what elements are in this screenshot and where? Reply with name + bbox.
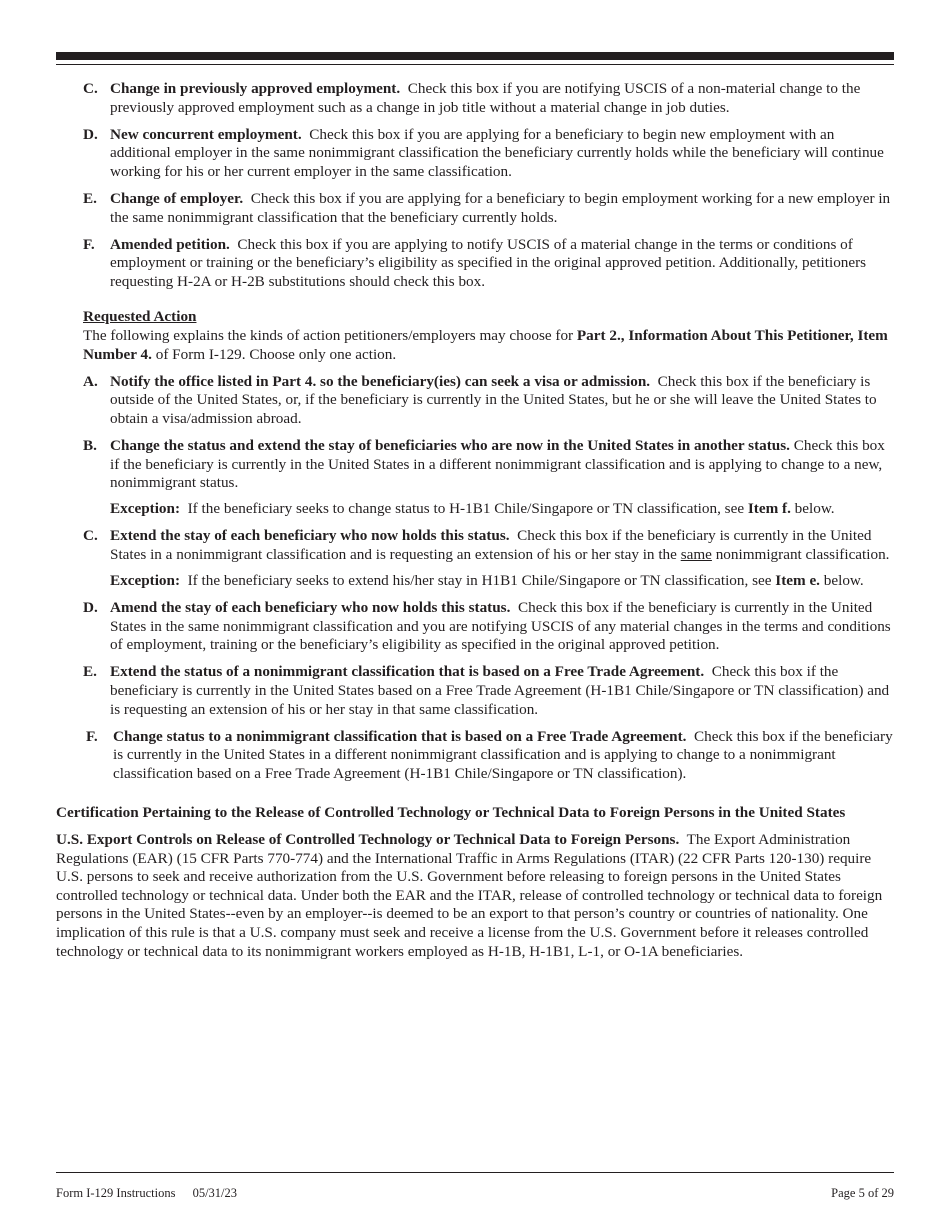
item-tail: nonimmigrant classification. <box>715 545 890 563</box>
item-text: Check this box if the beneficiary is currently in the United States in a different nonimmigrant classification and is applying to change to a nonimmigrant classification based on a Free Trade Agreement (H-1B1 Chile/Singapore or TN classification). <box>113 727 893 782</box>
export-title: U.S. Export Controls on Release of Controlled Technology or Technical Data to Foreign Persons. <box>56 831 680 849</box>
item-text: Check this box if you are applying for a beneficiary to begin new employment with an additional employer in the same nonimmigrant classification the beneficiary currently holds while the beneficiary will continue working for his or her current employer in the same classification. <box>110 125 884 180</box>
item-letter: D. <box>83 125 98 143</box>
item-title: New concurrent employment. <box>110 125 302 143</box>
header-thick-rule <box>56 52 894 60</box>
item-text: Check this box if you are notifying USCIS of a non-material change to the previously approved employment such as a change in job title without a material change in job duties. <box>110 80 861 116</box>
header-thin-rule <box>56 64 894 65</box>
petition-type-f <box>56 236 894 292</box>
action-d <box>56 599 894 655</box>
page-content <box>56 80 894 961</box>
action-e <box>56 663 894 719</box>
action-b <box>56 437 894 493</box>
item-text: Check this box if the beneficiary is currently in the United States based on a Free Trade Agreement (H-1B1 Chile/Singapore or TN classification) and is requesting an extension of his or her stay in that same classification. <box>110 663 890 718</box>
petition-type-c <box>56 80 894 117</box>
item-letter: B. <box>83 437 97 454</box>
item-title: Amended petition. <box>110 235 230 253</box>
item-letter: E. <box>83 189 97 207</box>
item-letter: C. <box>83 527 98 545</box>
action-a <box>56 373 894 429</box>
footer-edition-date: 05/31/23 <box>192 1186 238 1200</box>
item-letter: F. <box>86 727 98 745</box>
requested-action-intro: The following explains the kinds of action petitioners/employers may choose for Part 2., Information About This Petitioner, Item Number 4. of Form I-129. Choose only one action. <box>83 327 888 363</box>
footer-page-number: Page 5 of 29 <box>831 1186 894 1200</box>
requested-action-heading: Requested Action <box>83 308 197 326</box>
certification-title: Certification Pertaining to the Release of Controlled Technology or Technical Data to Foreign Persons in the United States <box>56 803 846 821</box>
action-f <box>56 728 894 784</box>
item-underlined: same <box>680 545 712 563</box>
item-title: Change in previously approved employment. <box>110 80 401 97</box>
item-title: Amend the stay of each beneficiary who now holds this status. <box>110 599 511 617</box>
petition-type-d <box>56 126 894 182</box>
item-text: Check this box if the beneficiary is outside of the United States, or, if the beneficiary is currently in the United States, but he or she will leave the United States to obtain a visa/admission abroad. <box>110 372 877 427</box>
export-text: The Export Administration Regulations (EAR) (15 CFR Parts 770-774) and the International Traffic in Arms Regulations (ITAR) (22 CFR Parts 120-130) require U.S. persons to seek and receive authorization from the U.S. Government before releasing to foreign persons in the United States controlled technology or technical data. Under both the EAR and the ITAR, release of controlled technology or technical data to foreign persons in the United States--even by an employer--is deemed to be an export to that person’s country or countries of nationality. One implication of this rule is that a U.S. company must seek and receive a license from the U.S. Government before it releases controlled technology or technical data to its nonimmigrant workers employed as H-1B, H-1B1, L-1, or O-1A beneficiaries. <box>56 831 883 960</box>
item-letter: E. <box>83 663 97 681</box>
item-text: Check this box if the beneficiary is currently in the United States in a different nonimmigrant classification and is applying to change to a new, nonimmigrant status. <box>110 437 885 492</box>
petition-type-e <box>56 190 894 227</box>
action-c <box>56 527 894 564</box>
item-letter: F. <box>83 235 95 253</box>
item-title: Change status to a nonimmigrant classification that is based on a Free Trade Agreement. <box>113 727 687 745</box>
item-title: Change the status and extend the stay of beneficiaries who are now in the United States in another status. <box>110 437 790 454</box>
item-title: Change of employer. <box>110 189 244 207</box>
item-letter: C. <box>83 80 98 97</box>
action-b-exception: Exception: If the beneficiary seeks to change status to H-1B1 Chile/Singapore or TN classification, see Item f. below. <box>110 500 835 518</box>
item-title: Extend the status of a nonimmigrant classification that is based on a Free Trade Agreement. <box>110 663 705 681</box>
item-text: Check this box if you are applying for a beneficiary to begin employment working for a new employer in the same nonimmigrant classification that the beneficiary currently holds. <box>110 189 891 226</box>
item-letter: D. <box>83 599 98 617</box>
item-text: Check this box if the beneficiary is currently in the United States in a nonimmigrant classification and is requesting an extension of his or her stay in the <box>110 527 872 563</box>
export-controls-paragraph <box>56 831 894 961</box>
item-letter: A. <box>83 372 98 390</box>
item-title: Extend the stay of each beneficiary who now holds this status. <box>110 527 510 545</box>
item-title: Notify the office listed in Part 4. so the beneficiary(ies) can seek a visa or admission. <box>110 372 651 390</box>
item-text: Check this box if the beneficiary is currently in the United States in the same nonimmigrant classification and you are notifying USCIS of any material changes in the terms and conditions of employment, training or the beneficiary’s eligibility as specified in the original approved petition. <box>110 599 891 654</box>
item-text: Check this box if you are applying to notify USCIS of a material change in the terms or conditions of employment or training or the beneficiary’s eligibility as specified in the original approved petition. Additionally, petitioners requesting H-2A or H-2B substitutions should check this box. <box>110 235 867 290</box>
footer-form-name: Form I-129 Instructions <box>56 1186 176 1200</box>
action-c-exception: Exception: If the beneficiary seeks to extend his/her stay in H1B1 Chile/Singapore or TN classification, see Item e. below. <box>110 572 864 590</box>
footer-rule <box>56 1172 894 1173</box>
